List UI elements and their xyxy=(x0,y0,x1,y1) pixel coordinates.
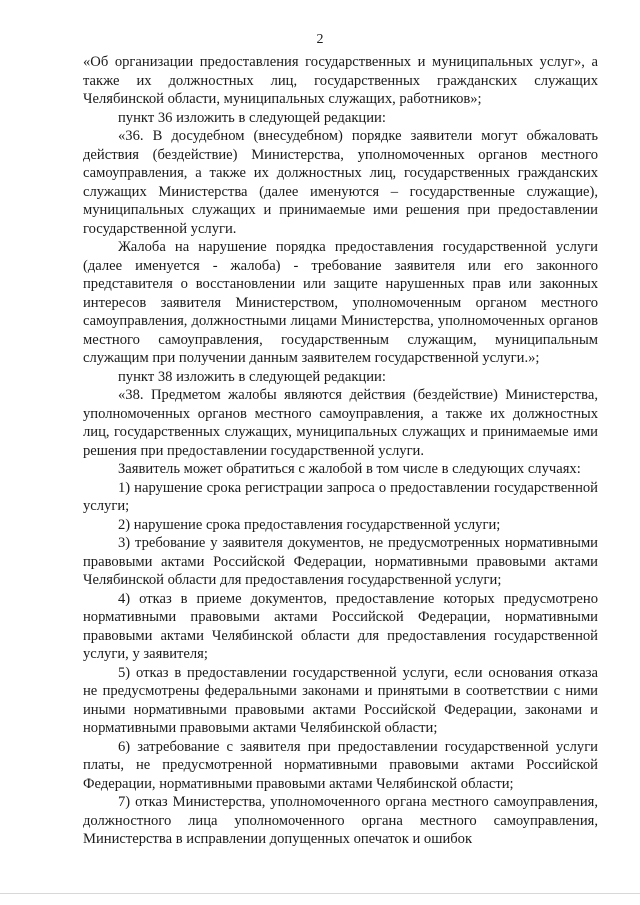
list-item-7: 7) отказ Министерства, уполномоченного органа местного самоуправления, должностного лица уполномоченного органа местного самоуправления, Министерства в исправлении допущенных опечаток и ошибок xyxy=(83,794,598,847)
page-bottom-rule xyxy=(0,893,640,894)
paragraph-clause-36-intro: пункт 36 изложить в следующей редакции: xyxy=(118,109,386,126)
list-item-4: 4) отказ в приеме документов, предоставление которых предусмотрено нормативными правовыми актами Российской Федерации, нормативными правовыми актами Челябинской области для предоставления государственной услуги, у заявителя; xyxy=(83,590,598,662)
page-number: 2 xyxy=(316,32,324,47)
list-item-1: 1) нарушение срока регистрации запроса о предоставлении государственной услуги; xyxy=(83,479,598,514)
list-item-6: 6) затребование с заявителя при предоставлении государственной услуги платы, не предусмотренной нормативными правовыми актами Российской Федерации, нормативными правовыми актами Челябинской области; xyxy=(83,738,598,792)
paragraph-clause-38-intro: пункт 38 изложить в следующей редакции: xyxy=(118,368,386,385)
paragraph-cases-intro: Заявитель может обратиться с жалобой в том числе в следующих случаях: xyxy=(118,461,581,477)
list-item-3: 3) требование у заявителя документов, не предусмотренных нормативными правовыми актами Российской Федерации, нормативными правовыми актами Челябинской области для предоставления государственной услуги; xyxy=(83,535,598,588)
paragraph-intro: «Об организации предоставления государственных и муниципальных услуг», а также их должностных лиц, государственных гражданских служащих Челябинской области, муниципальных служащих, работников»; xyxy=(83,54,598,107)
paragraph-clause-36: «36. В досудебном (внесудебном) порядке заявители могут обжаловать действия (бездействие) Министерства, уполномоченных органов местного самоуправления, а также их должностных лиц, государственных гражданских служащих Министерства (далее именуются – государственные служащие), муниципальных служащих и принимаемые ими решения при предоставлении государственной услуги. xyxy=(83,128,598,237)
paragraph-clause-38: «38. Предметом жалобы являются действия (бездействие) Министерства, уполномоченных органов местного самоуправления, а также их должностных лиц, государственных служащих, муниципальных служащих и принимаемые ими решения при предоставлении государственной услуги. xyxy=(83,387,598,459)
list-item-2: 2) нарушение срока предоставления государственной услуги; xyxy=(118,516,501,533)
document-body xyxy=(83,53,598,849)
list-item-5: 5) отказ в предоставлении государственной услуги, если основания отказа не предусмотрены федеральными законами и принятыми в соответствии с ними иными нормативными правовыми актами Российской Федерации, законами и нормативными правовыми актами Челябинской области; xyxy=(83,664,598,736)
paragraph-complaint-definition: Жалоба на нарушение порядка предоставления государственной услуги (далее именуется - жалоба) - требование заявителя или его законного представителя о восстановлении или защите нарушенных прав или законных интересов заявителя Министерством, уполномоченным органом местного самоуправления, должностными лицами Министерства, уполномоченных органов местного самоуправления, государственным служащим, муниципальным служащим при получении данным заявителем государственной услуги.»; xyxy=(83,239,598,366)
